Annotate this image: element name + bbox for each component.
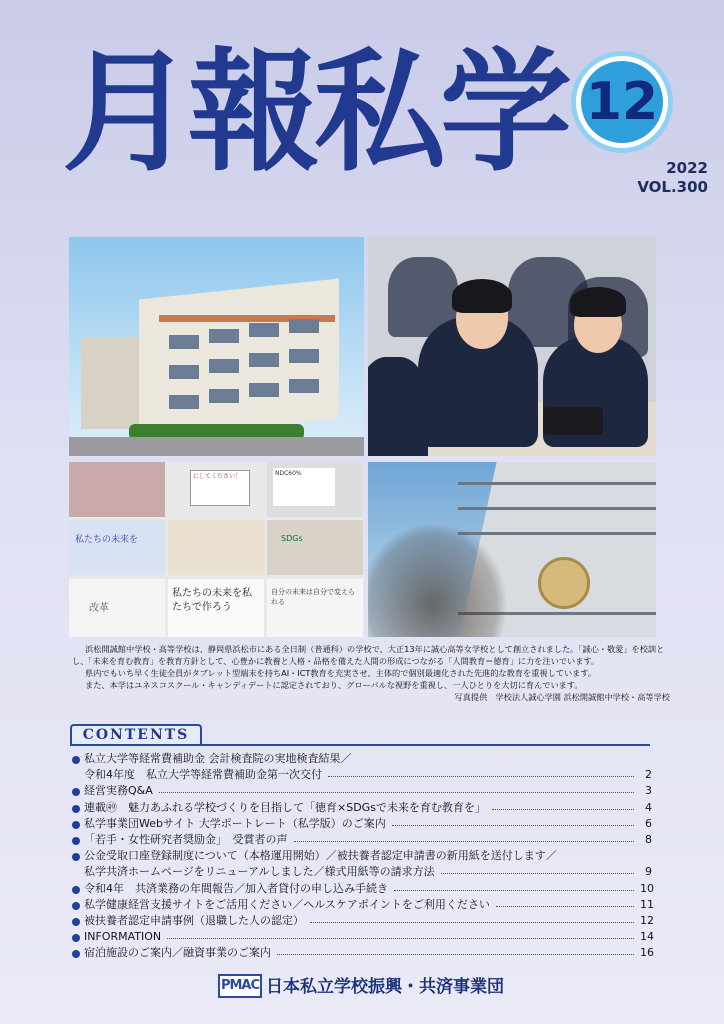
toc-item[interactable] [72, 945, 652, 961]
toc-item-page: 10 [640, 881, 654, 895]
collage-sign: NDC60% [273, 468, 335, 506]
toc-item[interactable] [72, 881, 652, 897]
toc-item-page: 14 [640, 930, 654, 944]
building-window [289, 379, 319, 393]
collage-sign: 私たちの未来を私たちで作ろう [172, 588, 252, 613]
bullet-icon [72, 756, 80, 764]
toc-item-title: 令和4年度 私立大学等経常費補助金第一次交付 [84, 768, 322, 782]
toc-item-page: 6 [645, 816, 652, 830]
toc-item-title: INFORMATION [84, 930, 162, 944]
toc-item[interactable] [72, 913, 652, 929]
issue-volume: VOL.300 [637, 178, 708, 196]
caption-paragraph: 浜松開誠館中学校・高等学校は、静岡県浜松市にある全日制（普通科）の学校で、大正13年に誠心高等女学校として創立されました。「誠心・敬愛」を校訓とし、「未来を育む教育」を教育方針として、心豊かに教養と人格・品格を備えた人間の形成につながる「人間教育＝徳育」に力を注いでいます。 [72, 644, 665, 666]
toc-item-page: 2 [645, 768, 652, 782]
toc-item-title: 連載㊾ 魅力あふれる学校づくりを目指して「徳育×SDGsで未来を育む教育を」 [84, 800, 486, 814]
toc-item-page: 12 [640, 913, 654, 927]
bullet-icon [72, 853, 80, 861]
toc-item[interactable] [72, 816, 652, 832]
building-side-wing [81, 337, 141, 429]
toc-item[interactable] [72, 800, 652, 816]
toc-item-title: 私立大学等経常費補助金 会計検査院の実地検査結果／ [84, 752, 352, 765]
toc-item-title: 経営実務Q&A [84, 784, 153, 798]
photo-tower-building [368, 462, 656, 637]
building-window [169, 395, 199, 409]
tower-floor-line [458, 532, 656, 535]
collage-cell [267, 520, 363, 575]
toc-item-page: 9 [645, 865, 652, 879]
building-window [209, 329, 239, 343]
photo-credit: 写真提供 学校法人誠心学園 浜松開誠館中学校・高等学校 [454, 692, 670, 702]
bullet-icon [72, 934, 80, 942]
school-emblem [538, 557, 590, 609]
toc-leader [492, 809, 634, 810]
photo-school-building [69, 237, 364, 456]
building-window [249, 353, 279, 367]
toc-leader [167, 938, 634, 939]
building-window [249, 323, 279, 337]
tower-floor-line [458, 482, 656, 485]
collage-sign: 私たちの未来を [75, 535, 139, 545]
contents-rule [70, 744, 650, 746]
bullet-icon [72, 805, 80, 813]
issue-year: 2022 [666, 159, 708, 177]
table-of-contents [72, 751, 652, 961]
building-window [209, 359, 239, 373]
toc-item[interactable] [72, 848, 652, 864]
issue-number: 12 [585, 72, 659, 132]
toc-leader [277, 954, 634, 955]
bullet-icon [72, 918, 80, 926]
building-window [169, 365, 199, 379]
collage-sign: 改革 [89, 603, 109, 614]
collage-cell [69, 579, 165, 637]
cover-caption [72, 643, 672, 691]
toc-item[interactable] [72, 864, 652, 880]
collage-cell [267, 579, 363, 637]
publisher-name: 日本私立学校振興・共済事業団 [266, 977, 504, 997]
collage-cell [168, 520, 264, 575]
toc-item-page: 16 [640, 946, 654, 960]
toc-leader [310, 922, 634, 923]
toc-item-page: 4 [645, 800, 652, 814]
pencil-case [543, 407, 603, 435]
toc-item-page: 3 [645, 784, 652, 798]
collage-cell [168, 462, 264, 517]
collage-cell [168, 579, 264, 637]
toc-item[interactable] [72, 767, 652, 783]
caption-paragraph: また、本学はユネスコスクール・キャンディデートに認定されており、グローバルな視野を重視し、一人ひとりを大切に育んでいます。 [85, 680, 583, 690]
student-center-hair [452, 279, 512, 313]
toc-item[interactable] [72, 929, 652, 945]
toc-item[interactable] [72, 751, 652, 767]
toc-item-title: 私学健康経営支援サイトをご活用ください／ヘルスケアポイントをご利用ください [84, 897, 490, 911]
toc-item-page: 8 [645, 832, 652, 846]
collage-cell [69, 462, 165, 517]
toc-item-title: 令和4年 共済業務の年間報告／加入者貸付の申し込み手続き [84, 881, 388, 895]
bullet-icon [72, 837, 80, 845]
building-window [169, 335, 199, 349]
toc-leader [392, 825, 634, 826]
toc-item-title: 宿泊施設のご案内／融資事業のご案内 [84, 946, 271, 960]
bullet-icon [72, 886, 80, 894]
toc-leader [328, 776, 634, 777]
building-window [209, 389, 239, 403]
photo-collage [69, 462, 364, 637]
toc-item-title: 被扶養者認定申請事例（退職した人の認定） [84, 913, 304, 927]
toc-item-title: 私学共済ホームページをリニューアルしました／様式用紙等の請求方法 [84, 865, 435, 879]
bullet-icon [72, 950, 80, 958]
collage-sign: にしてください！ [190, 470, 250, 506]
bullet-icon [72, 821, 80, 829]
collage-sign: SDGs [281, 534, 303, 543]
toc-item[interactable] [72, 897, 652, 913]
collage-sign: 自分の未来は自分で変えられる [271, 588, 355, 606]
publisher-footer [218, 972, 518, 1002]
toc-item-title: 「若手・女性研究者奨励金」 受賞者の声 [84, 832, 288, 846]
toc-item-title: 私学事業団Webサイト 大学ポートレート（私学版）のご案内 [84, 816, 386, 830]
student-right-hair [570, 287, 626, 317]
toc-item-page: 11 [640, 897, 654, 911]
photo-students [368, 237, 656, 456]
toc-leader [496, 906, 634, 907]
building-road [69, 437, 364, 456]
toc-item[interactable] [72, 832, 652, 848]
tower-floor-line [458, 507, 656, 510]
collage-cell [267, 462, 363, 517]
toc-leader [294, 841, 634, 842]
toc-leader [159, 792, 634, 793]
bullet-icon [72, 902, 80, 910]
magazine-title: 月報私学 [62, 35, 566, 190]
publisher-logo: PMAC [218, 974, 262, 998]
building-window [289, 319, 319, 333]
collage-cell [69, 520, 165, 575]
contents-heading: CONTENTS [70, 724, 202, 745]
toc-leader [441, 873, 634, 874]
toc-item-title: 公金受取口座登録制度について（本格運用開始）／被扶養者認定申請書の新用紙を送付します／ [84, 849, 557, 863]
toc-leader [394, 890, 634, 891]
caption-paragraph: 県内でもいち早く生徒全員がタブレット型端末を持ちAI・ICT教育を充実させ、主体的で個別最適化された先進的な教育を重視しています。 [85, 668, 597, 678]
building-window [249, 383, 279, 397]
bullet-icon [72, 788, 80, 796]
toc-item[interactable] [72, 783, 652, 799]
building-window [289, 349, 319, 363]
